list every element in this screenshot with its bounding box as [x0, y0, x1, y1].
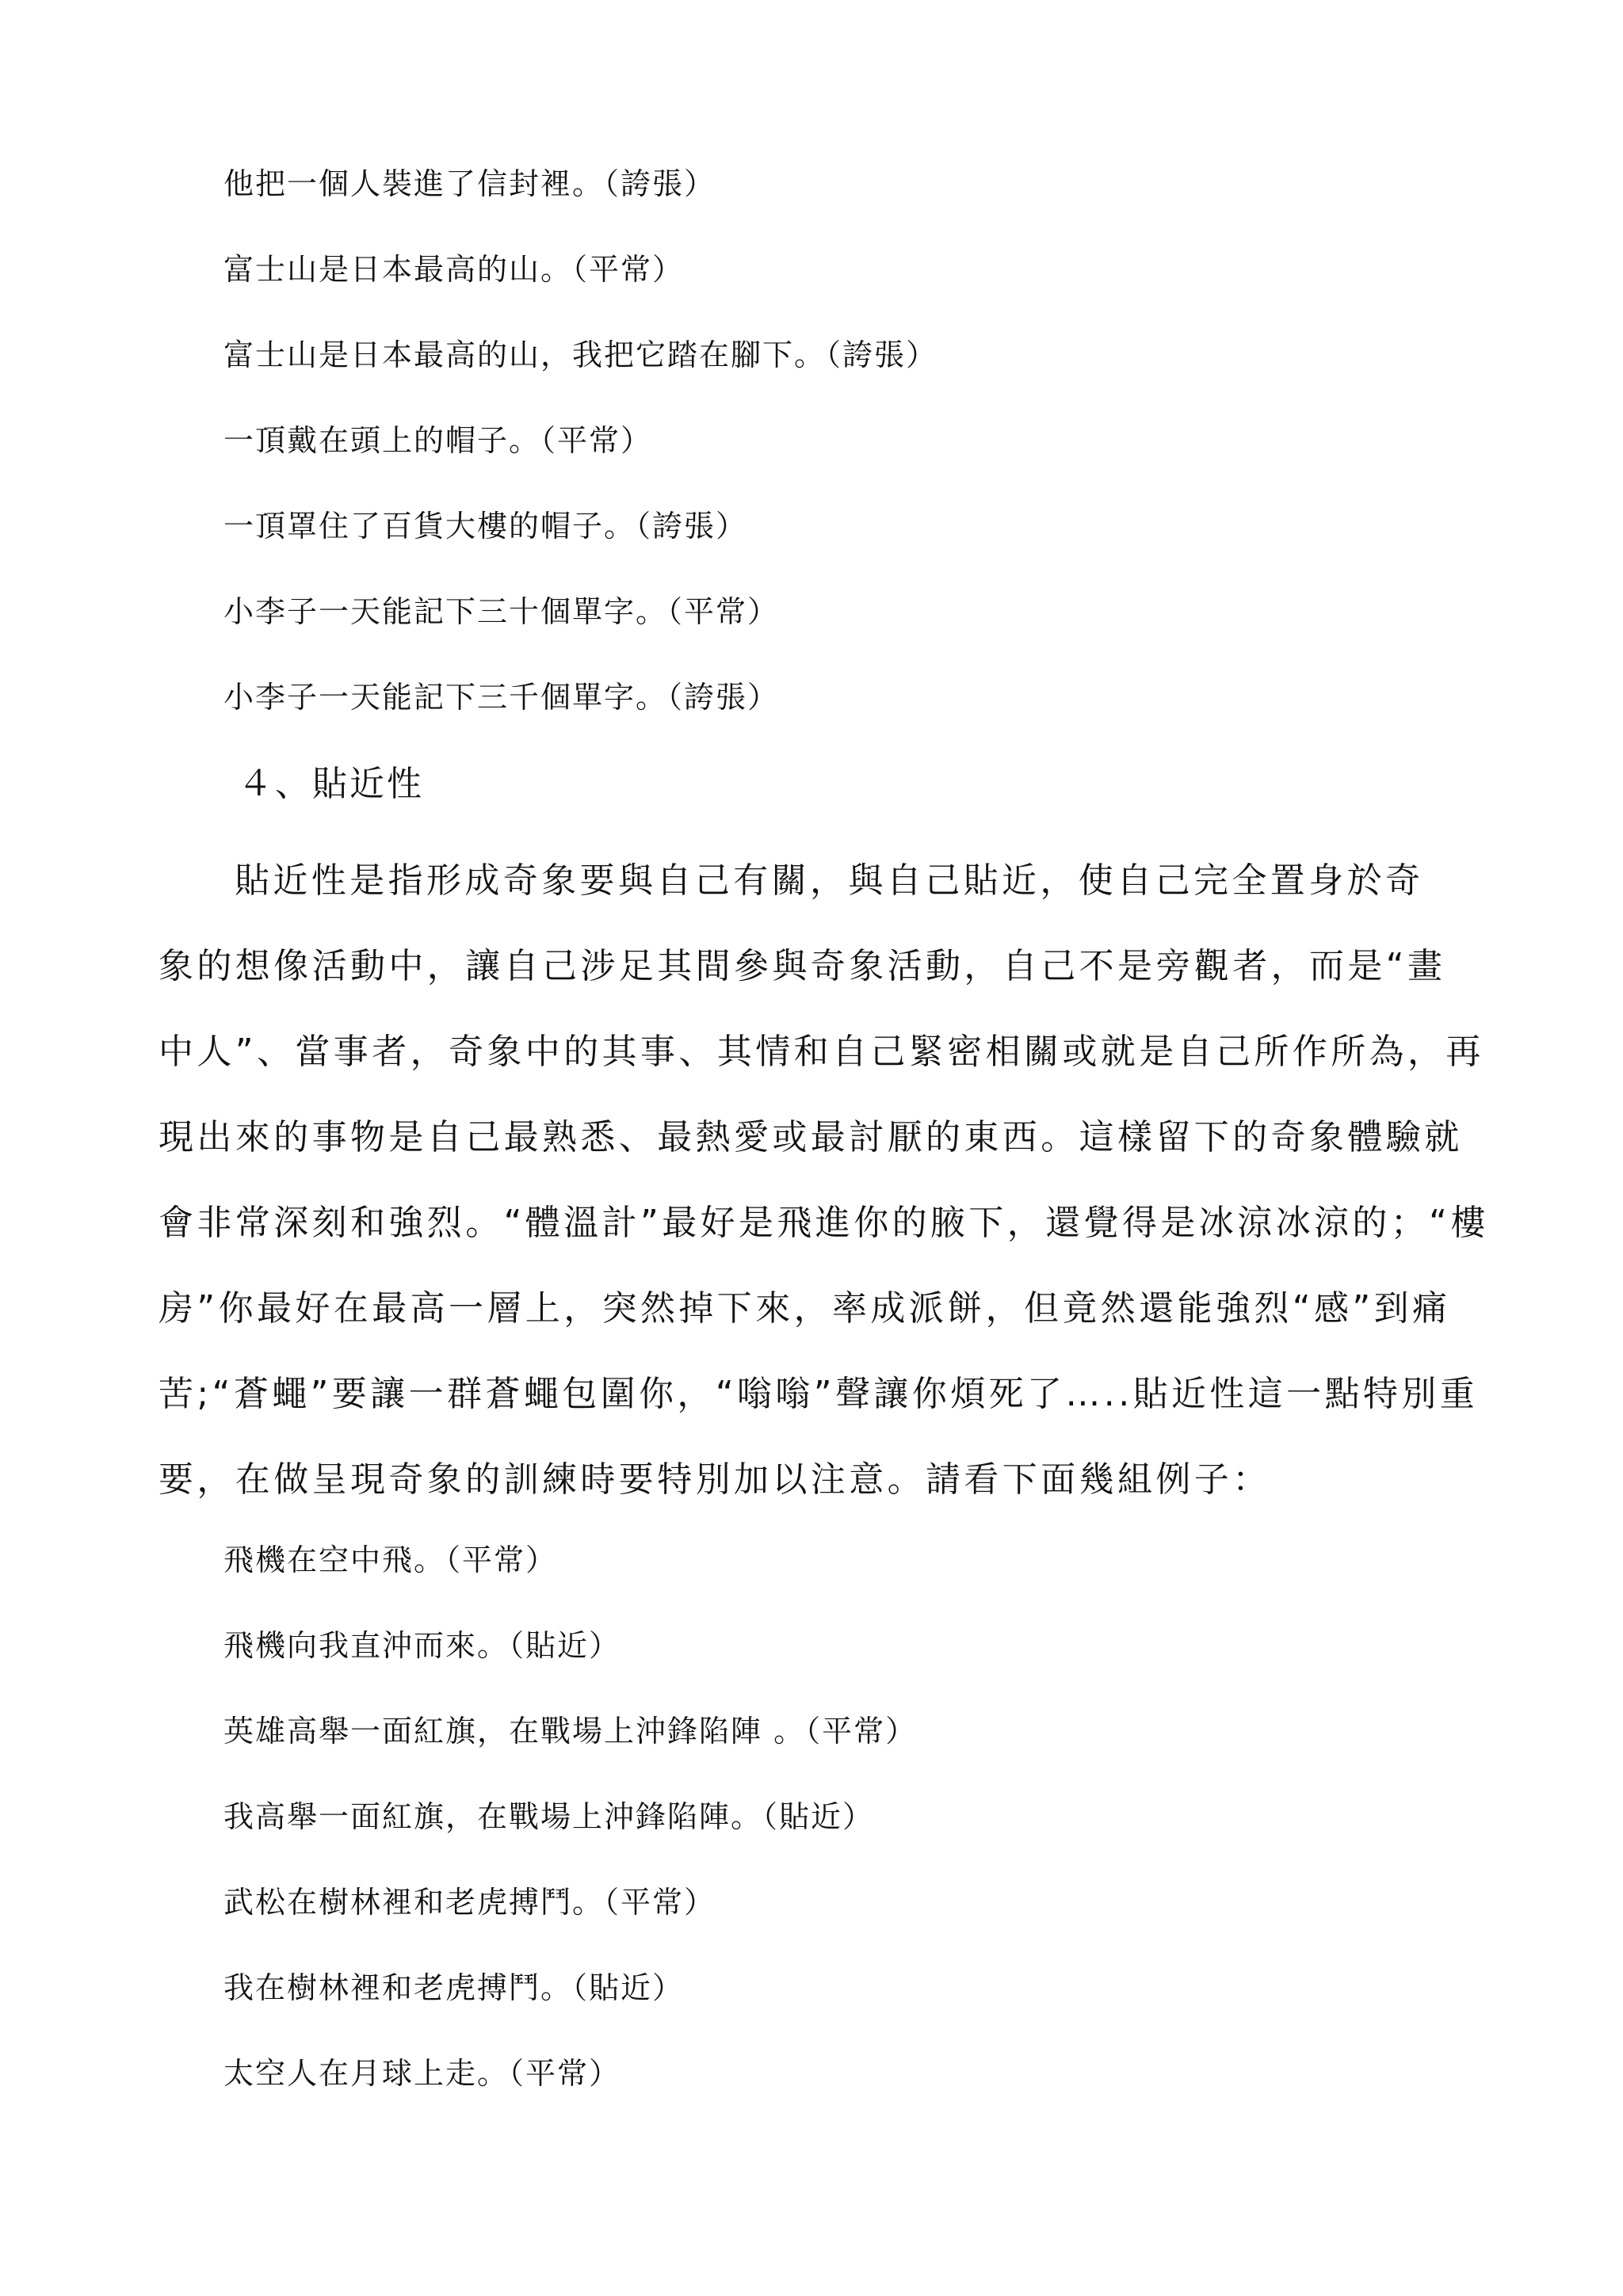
paragraph-line: 象的想像活動中，讓自己涉足其間參與奇象活動，自己不是旁觀者，而是“畫 — [158, 946, 1446, 986]
example-line: 武松在樹林裡和老虎搏鬥。（平常） — [223, 1885, 716, 1920]
paragraph-line: 要，在做呈現奇象的訓練時要特別加以注意。請看下面幾組例子： — [158, 1459, 1271, 1500]
example-line: 他把一個人裝進了信封裡。（誇張） — [223, 166, 716, 201]
example-line: 富士山是日本最高的山。（平常） — [223, 252, 685, 287]
paragraph-line: 現出來的事物是自己最熟悉、最熱愛或最討厭的東西。這樣留下的奇象體驗就 — [158, 1117, 1463, 1158]
section-heading: ４、貼近性 — [238, 764, 424, 804]
paragraph-line: 苦;“蒼蠅”要讓一群蒼蠅包圍你，“嗡嗡”聲讓你煩死了…..貼近性這一點特別重 — [158, 1374, 1479, 1414]
example-line: 小李子一天能記下三十個單字。（平常） — [223, 594, 780, 629]
example-line: 我在樹林裡和老虎搏鬥。（貼近） — [223, 1970, 685, 2005]
paragraph-line: 會非常深刻和強烈。“體溫計”最好是飛進你的腋下，還覺得是冰涼冰涼的；“樓 — [158, 1203, 1489, 1243]
paragraph-line: 貼近性是指形成奇象要與自己有關，與自己貼近，使自己完全置身於奇 — [235, 860, 1424, 901]
example-line: 一頂罩住了百貨大樓的帽子。（誇張） — [223, 509, 748, 543]
example-line: 一頂戴在頭上的帽子。（平常） — [223, 423, 653, 458]
example-line: 太空人在月球上走。（平常） — [223, 2056, 621, 2091]
example-line: 我高舉一面紅旗，在戰場上沖鋒陷陣。（貼近） — [223, 1799, 875, 1834]
body-paragraph — [158, 838, 1489, 1523]
example-line: 英雄高舉一面紅旗，在戰場上沖鋒陷陣 。（平常） — [223, 1714, 918, 1749]
example-line: 飛機在空中飛。（平常） — [223, 1543, 558, 1577]
example-line: 小李子一天能記下三千個單字。（誇張） — [223, 680, 780, 715]
example-line: 富士山是日本最高的山，我把它踏在腳下。（誇張） — [223, 338, 938, 372]
example-line: 飛機向我直沖而來。（貼近） — [223, 1628, 621, 1663]
paragraph-line: 房”你最好在最高一層上，突然掉下來，率成派餅，但竟然還能強烈“感”到痛 — [158, 1288, 1451, 1329]
paragraph-line: 中人”、當事者，奇象中的其事、其情和自己緊密相關或就是自己所作所為，再 — [158, 1032, 1484, 1072]
